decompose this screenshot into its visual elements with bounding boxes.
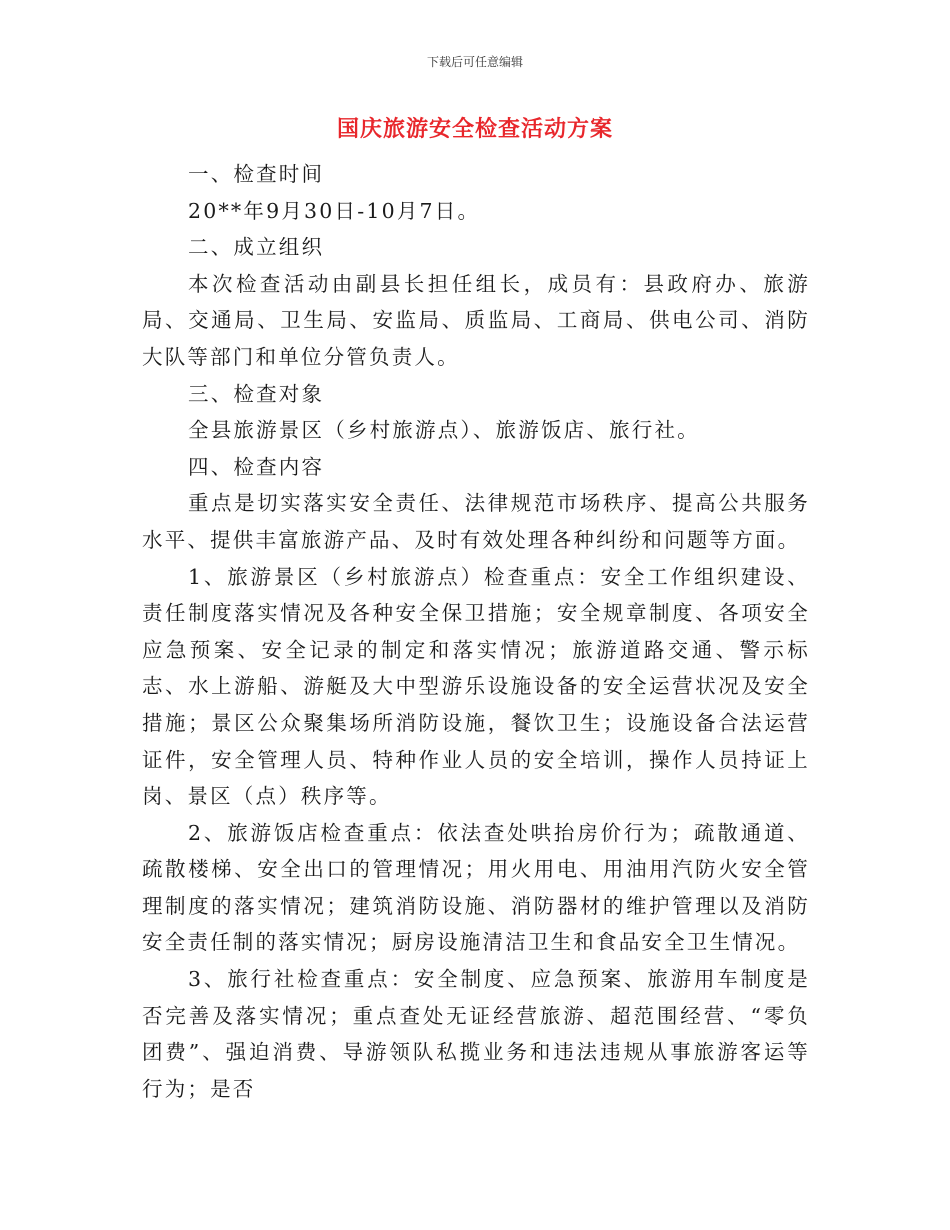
header-note: 下载后可任意编辑 [426,55,523,69]
paragraph-hotels: 2、旅游饭店检查重点：依法查处哄抬房价行为；疏散通道、疏散楼梯、安全出口的管理情况；用火用电、用油用汽防火安全管理制度的落实情况；建筑消防设施、消防器材的维护管理以及消防安全责任制的落实情况；厨房设施清洁卫生和食品安全卫生情况。 [142,820,810,955]
document-body [142,156,810,1107]
section-heading-time: 一、检查时间 [188,162,325,186]
document-title: 国庆旅游安全检查活动方案 [336,116,613,142]
paragraph-organization: 本次检查活动由副县长担任组长，成员有：县政府办、旅游局、交通局、卫生局、安监局、质监局、工商局、供电公司、消防大队等部门和单位分管负责人。 [142,271,810,369]
paragraph-content-overview: 重点是切实落实安全责任、法律规范市场秩序、提高公共服务水平、提供丰富旅游产品、及时有效处理各种纠纷和问题等方面。 [142,491,810,552]
section-heading-content: 四、检查内容 [188,454,325,479]
section-heading-organization: 二、成立组织 [188,235,325,260]
paragraph-time: 20**年9月30日-10月7日。 [188,198,481,223]
paragraph-scenic-spots: 1、旅游景区（乡村旅游点）检查重点：安全工作组织建设、责任制度落实情况及各种安全保卫措施；安全规章制度、各项安全应急预案、安全记录的制定和落实情况；旅游道路交通、警示标志、水上游船、游艇及大中型游乐设施设备的安全运营状况及安全措施；景区公众聚集场所消防设施，餐饮卫生；设施设备合法运营证件，安全管理人员、特种作业人员的安全培训，操作人员持证上岗、景区（点）秩序等。 [142,564,810,809]
section-heading-targets: 三、检查对象 [188,381,325,406]
paragraph-targets: 全县旅游景区（乡村旅游点）、旅游饭店、旅行社。 [188,418,700,443]
paragraph-travel-agencies: 3、旅行社检查重点：安全制度、应急预案、旅游用车制度是否完善及落实情况；重点查处无证经营旅游、超范围经营、“零负团费”、强迫消费、导游领队私揽业务和违法违规从事旅游客运等行为；是否 [142,967,810,1101]
